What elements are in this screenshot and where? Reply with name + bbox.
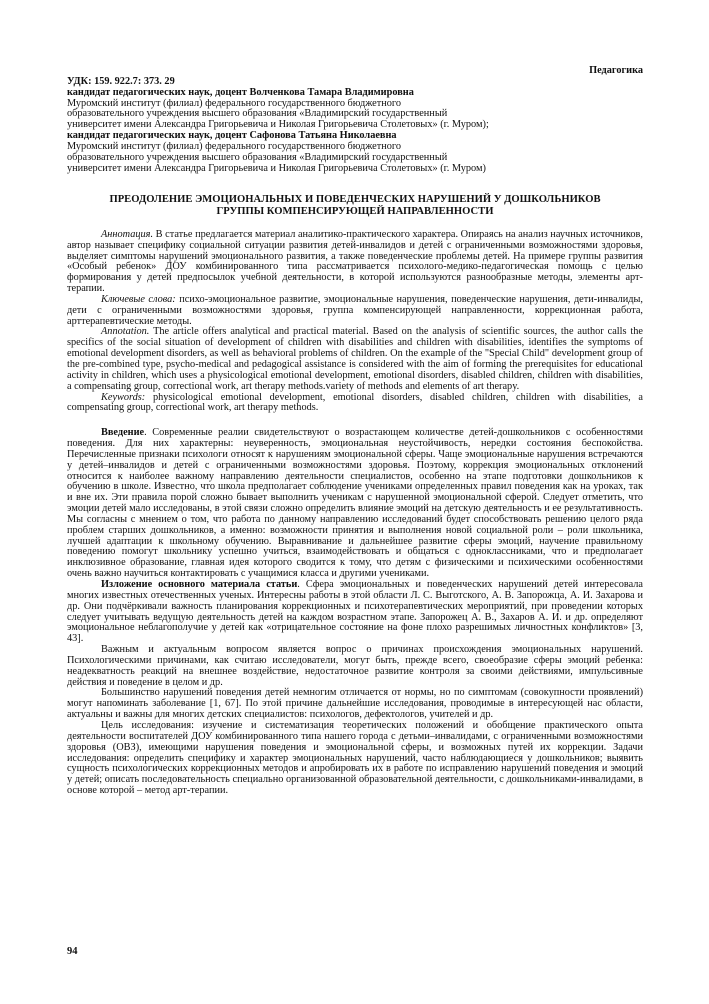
author-affiliation-line: Муромский институт (филиал) федерального государственного бюджетного [67, 140, 402, 152]
author-affiliation-line: образовательного учреждения высшего образования «Владимирский государственный [67, 151, 448, 163]
author-affiliation-line: образовательного учреждения высшего образования «Владимирский государственный [67, 108, 448, 120]
main-paragraph [67, 580, 643, 645]
page-number: 94 [67, 946, 78, 957]
abstract-ru-label: Аннотация. [101, 228, 154, 240]
author-block-1 [67, 88, 643, 131]
author-block-2 [67, 131, 643, 174]
udc-code: УДК: 159. 922.7: 373. 29 [67, 75, 175, 87]
section-label: Педагогика [589, 65, 643, 76]
author-affiliation-line: университет имени Александра Григорьевича и Николая Григорьевича Столетовых» (г. Муром); [67, 119, 489, 131]
main-text: . Сфера эмоциональных и поведенческих нарушений детей интересовала многих известных отечественных ученых. Интересны работы в этой области Л. С. Выготского, А. В. Запорожца, А. И. Захарова и др. Они подчёркивали важность планирования коррекционных и психотерапевтических мероприятий, при проведении которых следует учитывать ведущую деятельность детей на каждом возрастном этапе. Запорожец А. В., Захаров А. И. и др. определяют эмоциональное неблагополучие у детей как «отрицательное состояние на фоне плохо разрешимых личностных конфликтов» [3, 43]. [67, 579, 643, 645]
intro-heading: Введение [101, 427, 145, 439]
abstract-en-text: The article offers analytical and practical material. Based on the analysis of scientific sources, the author calls the specifics of the social situation of development of children with disabilities and children with disabilities, identifies the symptoms of emotional development disorders, as well as behavioral problems of children. On the example of the "Special Child" development group of the pre-combined type, psycho-medical and pedagogical assistance is considered with the aim of forming the prerequisites for educational activity in children, which uses a physicological emotional development, emotional disorders, disabled children, children with disabilities, a compensating group, correctional work, art therapy methods.variety of methods and elements of art therapy. [67, 326, 643, 392]
body-paragraph: Большинство нарушений поведения детей немногим отличается от нормы, но по симптомам (совокупности проявлений) могут напоминать заболевание [1, 67]. По этой причине дальнейшие исследования, проводимые в интересующей нас области, актуальны и важны для многих детских специалистов: психологов, дефектологов, учителей и др. [67, 687, 643, 721]
author-name: кандидат педагогических наук, доцент Сафонова Татьяна Николаевна [67, 130, 397, 142]
keywords-ru-text: психо-эмоциональное развитие, эмоциональные нарушения, поведенческие нарушения, дети-инвалиды, дети с ограниченными возможностями здоровья, группа компенсирующей направленности, коррекционная работа, арттерапевтические методы. [67, 293, 643, 327]
author-affiliation-line: Муромский институт (филиал) федерального государственного бюджетного [67, 97, 402, 109]
intro-paragraph [67, 428, 643, 580]
main-heading: Изложение основного материала статьи [101, 579, 298, 590]
article-title [67, 194, 643, 216]
body-paragraph: Важным и актуальным вопросом является вопрос о причинах происхождения эмоциональных нарушений. Психологическими причинами, как считаю исследователи, могут быть, прежде всего, своеобразие сферы эмоций ребенка: неадекватность реакций на внешнее воздействие, недостаточное развитие контроля за своими действиями, импульсивные действия и поведение в целом и др. [67, 644, 643, 688]
keywords-en-text: physicological emotional development, emotional disorders, disabled children, children with disabilities, a compensating group, correctional work, art therapy methods. [67, 391, 643, 414]
page-content [67, 66, 643, 797]
author-name: кандидат педагогических наук, доцент Волченкова Тамара Владимировна [67, 86, 414, 98]
abstract-ru-text: В статье предлагается материал аналитико-практического характера. Опираясь на анализ научных источников, автор называет специфику социальной ситуации развития детей-инвалидов и детей с ограниченными возможностями здоровья, выделяет симптомы нарушений эмоционального развития, а также поведенческие проблемы детей. На примере группы развития «Особый ребенок» ДОУ комбинированного типа рассматривается психолого-медико-педагогическая помощь с целью формирования у детей предпосылок учебной деятельности, в которой используются разнообразные методы, элементы арт-терапии. [67, 228, 643, 295]
author-affiliation-line: университет имени Александра Григорьевича и Николая Григорьевича Столетовых» (г. Муром) [67, 162, 486, 174]
article-title-line: ГРУППЫ КОМПЕНСИРУЮЩЕЙ НАПРАВЛЕННОСТИ [216, 205, 494, 217]
keywords-en-label: Keywords: [101, 391, 146, 403]
keywords-ru-label: Ключевые слова: [101, 293, 176, 305]
abstract-en [67, 327, 643, 392]
body-paragraph: Цель исследования: изучение и систематизация теоретических положений и обобщение практического опыта деятельности воспитателей ДОУ комбинированного типа нашего города с детьми–инвалидами, с ограниченными возможностями здоровья (ОВЗ), имеющими нарушения поведения и эмоциональной сферы, и возможных путей их коррекции. Задачи исследования: определить специфику и характер эмоциональных нарушений, часто наблюдающиеся у дошкольников; выявить сущность психологических коррекционных методов и апробировать их в работе по исправлению нарушений поведения и эмоций у детей; описать последовательность специально организованной образовательной деятельности, с дошкольниками-инвалидами, в основе которой – метод арт-терапии. [67, 719, 643, 797]
intro-text: . Современные реалии свидетельствуют о возрастающем количестве детей-дошкольников с особенностями поведения. Для них характерны: неуверенность, эмоциональная неустойчивость, нередки состояния беспокойства. Перечисленные признаки психологи относят к нарушениям эмоциональной сферы. Чаще эмоциональные нарушения встречаются у детей–инвалидов и детей с ограниченными возможностями здоровья. Поэтому, коррекция эмоциональных отклонений относится к наиболее важному направлению деятельности специалистов, особенно на этапе подготовки дошкольников к обучению в школе. Известно, что школа предполагает соблюдение учениками определенных правил поведения как на уроках, так и вне их. Эти правила порой сложно бывает выполнить ученикам с нарушенной эмоциональной сферой. Следует отметить, что эмоции детей мало исследованы, в этой связи сложно определить влияние эмоций на детскую деятельность и ее результативность. Мы согласны с мнением о том, что работа по данному направлению исследований будет способствовать решению целого ряда проблем старших дошкольников, а именно: возможности принятия и выполнения новой социальной роли – роли школьника, лучшей адаптации к школьному обучению. Выравнивание и дальнейшее развитие сферы эмоций, научение правильному поведению помогут школьнику успешно учиться, взаимодействовать и общаться с одноклассниками, что и предполагает инклюзивное образование, главная идея которого сводится к тому, что детям с физическими и психическими особенностями очень важно научиться контактировать с учащимися класса и другими учениками. [67, 427, 643, 580]
article-title-line: ПРЕОДОЛЕНИЕ ЭМОЦИОНАЛЬНЫХ И ПОВЕДЕНЧЕСКИХ НАРУШЕНИЙ У ДОШКОЛЬНИКОВ [109, 194, 601, 206]
keywords-ru [67, 295, 643, 328]
abstract-en-label: Annotation. [101, 326, 150, 338]
keywords-en [67, 393, 643, 415]
abstract-ru [67, 230, 643, 295]
